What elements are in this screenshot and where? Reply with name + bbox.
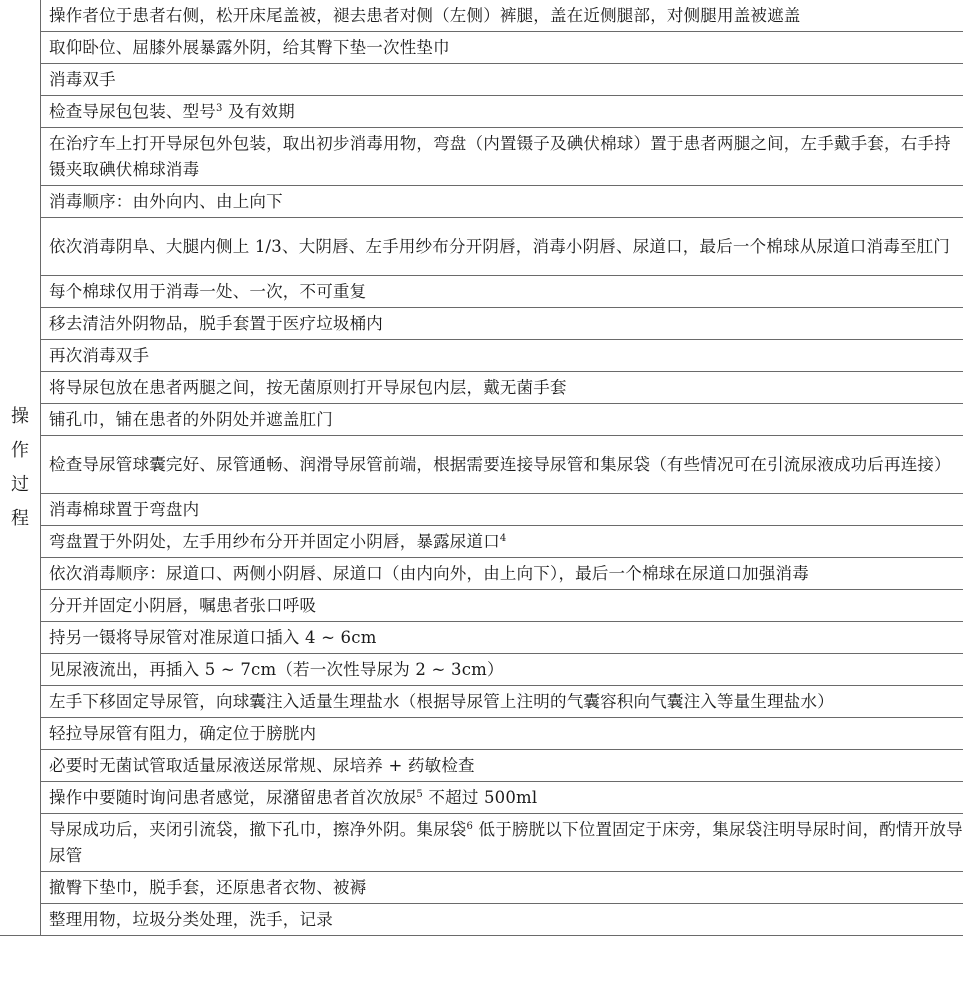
step-cell: [41, 654, 963, 686]
step-text: 消毒双手: [49, 70, 116, 89]
table-row: [0, 782, 963, 814]
step-text: 再次消毒双手: [49, 346, 150, 365]
table-row: [0, 404, 963, 436]
step-cell: [41, 814, 963, 872]
table-row: [0, 814, 963, 872]
step-text: 将导尿包放在患者两腿之间，按无菌原则打开导尿包内层，戴无菌手套: [49, 378, 567, 397]
step-cell: [41, 558, 963, 590]
table-row: [0, 372, 963, 404]
step-cell: [41, 0, 963, 32]
step-text: 消毒顺序：由外向内、由上向下: [49, 192, 283, 211]
table-row: [0, 308, 963, 340]
step-cell: [41, 404, 963, 436]
table-row: [0, 904, 963, 936]
table-row: [0, 436, 963, 494]
step-text: 在治疗车上打开导尿包外包装，取出初步消毒用物，弯盘（内置镊子及碘伏棉球）置于患者两腿之间，左手戴手套，右手持镊夹取碘伏棉球消毒: [49, 133, 951, 179]
table-row: [0, 718, 963, 750]
step-text: 检查导尿管球囊完好、尿管通畅、润滑导尿管前端，根据需要连接导尿管和集尿袋（有些情况可在引流尿液成功后再连接）: [49, 454, 951, 474]
table-row: [0, 32, 963, 64]
step-text: 左手下移固定导尿管，向球囊注入适量生理盐水（根据导尿管上注明的气囊容积向气囊注入等量生理盐水）: [49, 692, 834, 711]
step-text: 导尿成功后，夹闭引流袋，撤下孔巾，擦净外阴。集尿袋: [49, 819, 467, 839]
table-row: [0, 558, 963, 590]
step-text: 依次消毒顺序：尿道口、两侧小阴唇、尿道口（由内向外，由上向下），最后一个棉球在尿道口加强消毒: [49, 564, 809, 583]
table-row: [0, 622, 963, 654]
step-cell: [41, 718, 963, 750]
step-text: 铺孔巾，铺在患者的外阴处并遮盖肛门: [49, 410, 333, 429]
table-row: [0, 218, 963, 276]
step-text: 移去清洁外阴物品，脱手套置于医疗垃圾桶内: [49, 314, 383, 333]
step-cell: [41, 186, 963, 218]
step-cell: [41, 494, 963, 526]
table-row: [0, 750, 963, 782]
footnote-marker: 6: [466, 820, 474, 832]
step-text: 取仰卧位、屈膝外展暴露外阴，给其臀下垫一次性垫巾: [49, 38, 450, 57]
table-row: [0, 186, 963, 218]
section-label: 操作过程: [11, 405, 30, 529]
step-text: 弯盘置于外阴处，左手用纱布分开并固定小阴唇，暴露尿道口: [49, 532, 500, 551]
step-text: 撤臀下垫巾，脱手套，还原患者衣物、被褥: [49, 878, 367, 897]
table-row: [0, 340, 963, 372]
step-cell: [41, 782, 963, 814]
step-cell: [41, 372, 963, 404]
table-row: [0, 526, 963, 558]
table-row: [0, 276, 963, 308]
step-text-continued: 不超过 500ml: [422, 788, 538, 807]
step-cell: [41, 218, 963, 276]
step-cell: [41, 436, 963, 494]
table-row: [0, 64, 963, 96]
table-row: [0, 654, 963, 686]
table-row: [0, 0, 963, 32]
step-cell: [41, 308, 963, 340]
step-text-continued: 及有效期: [222, 102, 295, 121]
table-row: [0, 590, 963, 622]
table-row: [0, 686, 963, 718]
step-cell: [41, 750, 963, 782]
step-text: 操作者位于患者右侧，松开床尾盖被，褪去患者对侧（左侧）裤腿，盖在近侧腿部，对侧腿用盖被遮盖: [49, 6, 801, 25]
step-text: 操作中要随时询问患者感觉，尿潴留患者首次放尿: [49, 788, 417, 807]
step-cell: [41, 622, 963, 654]
step-text: 分开并固定小阴唇，嘱患者张口呼吸: [49, 596, 317, 615]
step-text-continued: 低于膀胱以下位置固定于床旁，集尿袋注明导尿时间，酌情开放导尿管: [49, 819, 963, 865]
step-text: 依次消毒阴阜、大腿内侧上 1/3、大阴唇、左手用纱布分开阴唇，消毒小阴唇、尿道口，最后一个棉球从尿道口消毒至肛门: [49, 236, 950, 256]
step-text: 检查导尿包包装、型号: [49, 102, 216, 121]
table-row: [0, 96, 963, 128]
step-cell: [41, 904, 963, 936]
table-row: [0, 128, 963, 186]
step-cell: [41, 276, 963, 308]
step-cell: [41, 340, 963, 372]
footnote-marker: 5: [416, 789, 423, 800]
step-cell: [41, 526, 963, 558]
step-text: 见尿液流出，再插入 5 ~ 7cm（若一次性导尿为 2 ~ 3cm）: [49, 660, 504, 679]
step-text: 每个棉球仅用于消毒一处、一次，不可重复: [49, 282, 367, 301]
step-cell: [41, 64, 963, 96]
table-row: [0, 872, 963, 904]
step-cell: [41, 32, 963, 64]
step-text: 消毒棉球置于弯盘内: [49, 500, 200, 519]
step-cell: [41, 128, 963, 186]
step-text: 轻拉导尿管有阻力，确定位于膀胱内: [49, 724, 317, 743]
step-text: 必要时无菌试管取适量尿液送尿常规、尿培养 + 药敏检查: [49, 756, 475, 775]
step-cell: [41, 686, 963, 718]
table-row: [0, 494, 963, 526]
step-text: 持另一镊将导尿管对准尿道口插入 4 ~ 6cm: [49, 628, 377, 647]
footnote-marker: 3: [216, 103, 223, 114]
step-text: 整理用物，垃圾分类处理，洗手，记录: [49, 910, 333, 929]
step-cell: [41, 590, 963, 622]
footnote-marker: 4: [499, 533, 507, 544]
step-cell: [41, 96, 963, 128]
step-cell: [41, 872, 963, 904]
section-label-cell: [0, 0, 41, 936]
